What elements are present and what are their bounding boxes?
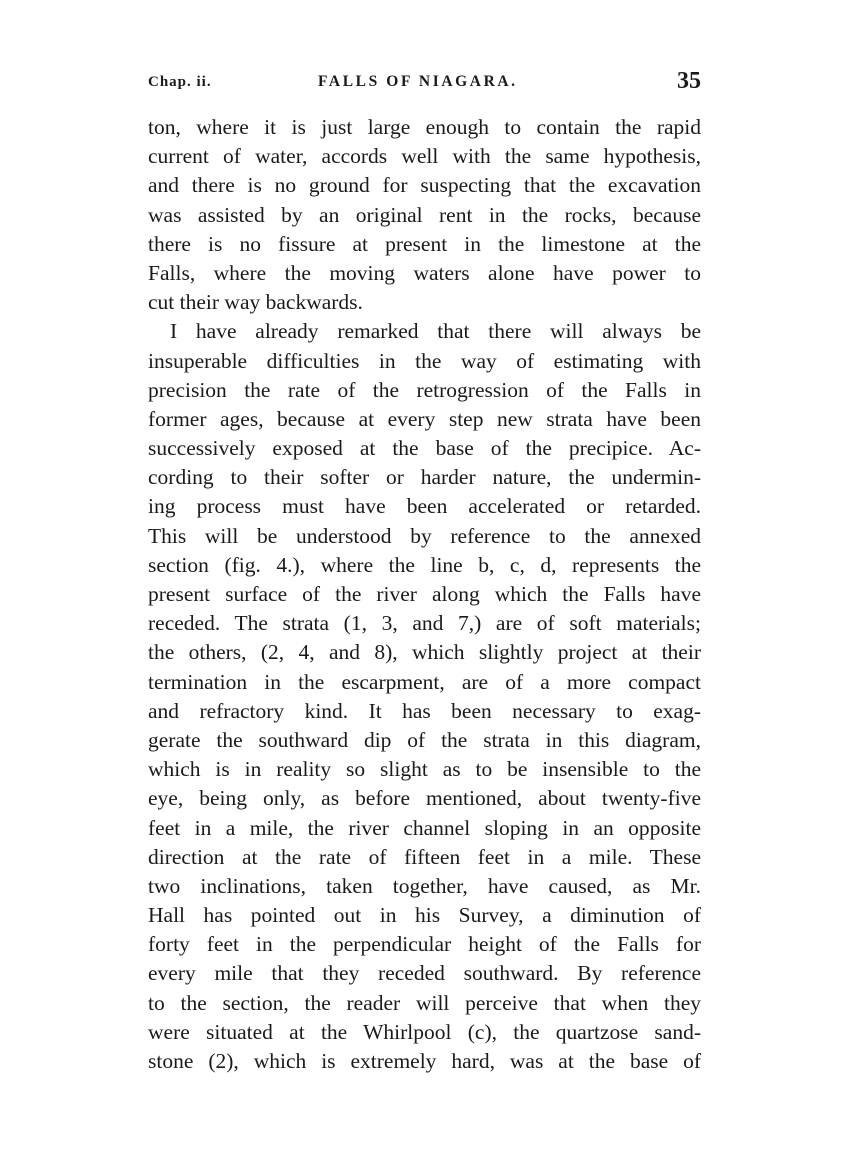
text-line: present surface of the river along which the Falls have xyxy=(148,582,701,606)
text-line: cut their way backwards. xyxy=(148,290,363,315)
text-line: successively exposed at the base of the precipice. Ac- xyxy=(148,436,701,461)
text-line: termination in the escarpment, are of a more compact xyxy=(148,669,701,694)
text-line: Falls, where the moving waters alone have power to xyxy=(148,260,701,285)
text-line: This will be understood by reference to the annexed xyxy=(148,523,701,548)
text-line: was assisted by an original rent in the rocks, because xyxy=(148,202,701,227)
text-line: I have already remarked that there will always be xyxy=(170,319,701,344)
text-line: cording to their softer or harder nature, the undermin- xyxy=(148,465,701,490)
text-line: former ages, because at every step new strata have been xyxy=(148,406,701,431)
text-line: and refractory kind. It has been necessary to exag- xyxy=(148,698,701,723)
text-line: which is in reality so slight as to be insensible to the xyxy=(148,757,701,782)
text-line: Hall has pointed out in his Survey, a diminution of xyxy=(148,903,701,928)
text-line: insuperable difficulties in the way of estimating with xyxy=(148,348,701,373)
running-title: FALLS OF NIAGARA. xyxy=(318,73,518,90)
text-line: gerate the southward dip of the strata in this diagram, xyxy=(148,727,701,752)
paragraph-2 xyxy=(148,317,701,1076)
text-line: ton, where it is just large enough to contain the rapid xyxy=(148,115,701,139)
text-line: direction at the rate of fifteen feet in a mile. These xyxy=(148,844,701,869)
chapter-label: Chap. ii. xyxy=(148,74,212,90)
text-line: receded. The strata (1, 3, and 7,) are of soft materials; xyxy=(148,611,701,636)
text-line: stone (2), which is extremely hard, was at the base of xyxy=(148,1049,701,1073)
text-line: and there is no ground for suspecting that the excavation xyxy=(148,173,701,198)
text-line: every mile that they receded southward. By reference xyxy=(148,961,701,986)
text-line: feet in a mile, the river channel sloping in an opposite xyxy=(148,815,701,840)
text-line: precision the rate of the retrogression of the Falls in xyxy=(148,377,701,402)
page-number: 35 xyxy=(677,68,701,94)
text-line: section (fig. 4.), where the line b, c, d, represents the xyxy=(148,552,701,577)
text-line: to the section, the reader will perceive that when they xyxy=(148,990,701,1015)
paragraph-1 xyxy=(148,113,701,317)
text-line: eye, being only, as before mentioned, about twenty-five xyxy=(148,786,701,811)
running-head xyxy=(148,68,701,98)
text-line: current of water, accords well with the same hypothesis, xyxy=(148,144,701,169)
text-line: there is no fissure at present in the limestone at the xyxy=(148,231,701,256)
body-text xyxy=(148,113,701,1076)
text-line: forty feet in the perpendicular height of the Falls for xyxy=(148,932,701,957)
text-line: the others, (2, 4, and 8), which slightly project at their xyxy=(148,640,701,665)
text-line: were situated at the Whirlpool (c), the quartzose sand- xyxy=(148,1019,701,1044)
text-line: ing process must have been accelerated or retarded. xyxy=(148,494,701,519)
text-line: two inclinations, taken together, have caused, as Mr. xyxy=(148,873,701,898)
